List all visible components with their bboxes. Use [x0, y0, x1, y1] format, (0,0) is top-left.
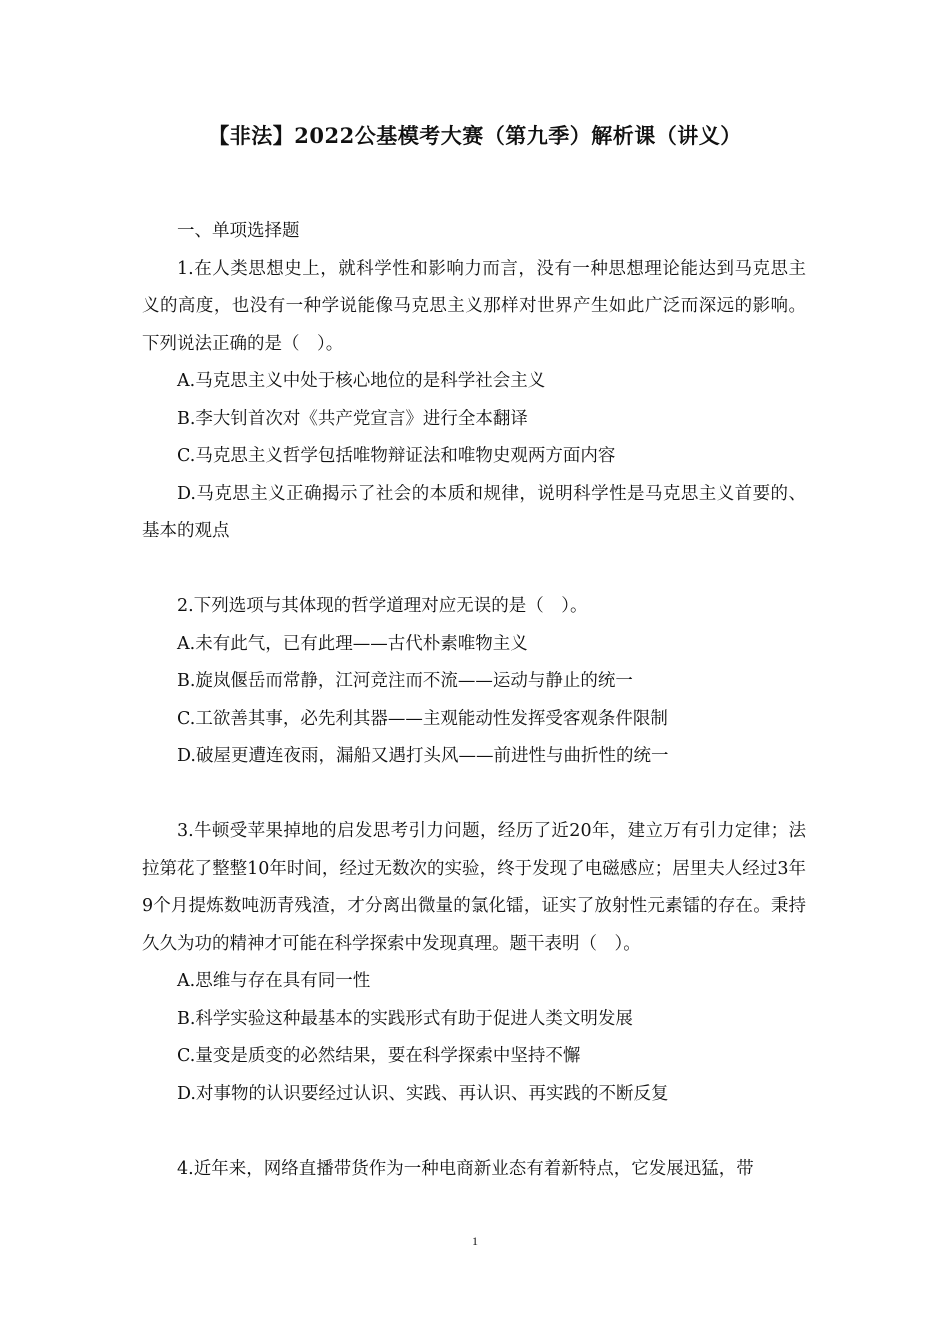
question-2-stem: 2.下列选项与其体现的哲学道理对应无误的是（ ）。: [177, 596, 588, 616]
question-2-option-c: C.工欲善其事，必先利其器——主观能动性发挥受客观条件限制: [177, 708, 668, 729]
question-2-option-a: A.未有此气，已有此理——古代朴素唯物主义: [177, 633, 528, 654]
spacer: [142, 551, 806, 589]
page-title: 【非法】2022公基模考大赛（第九季）解析课（讲义）: [208, 123, 742, 148]
spacer: [142, 776, 806, 814]
question-3-option-a: A.思维与存在具有同一性: [177, 971, 371, 991]
question-1-option-c: C.马克思主义哲学包括唯物辩证法和唯物史观两方面内容: [177, 446, 616, 466]
question-1-option-d: D.马克思主义正确揭示了社会的本质和规律，说明科学性是马克思主义首要的、基本的观点: [142, 483, 806, 541]
question-2-option-d: D.破屋更遭连夜雨，漏船又遇打头风——前进性与曲折性的统一: [177, 746, 669, 766]
question-4-stem: 4.近年来，网络直播带货作为一种电商新业态有着新特点，它发展迅猛，带: [177, 1158, 754, 1179]
question-3-stem: 3.牛顿受苹果掉地的启发思考引力问题，经历了近20年，建立万有引力定律；法拉第花了整整10年时间，经过无数次的实验，终于发现了电磁感应；居里夫人经过3年9个月提炼数吨沥青残渣，才分离出微量的氯化镭，证实了放射性元素镭的存在。秉持久久为功的精神才可能在科学探索中发现真理。题干表明（ ）。: [142, 821, 806, 954]
question-2-option-b: B.旋岚偃岳而常静，江河竞注而不流——运动与静止的统一: [177, 671, 633, 691]
document-body: [142, 213, 806, 1188]
question-3-option-d: D.对事物的认识要经过认识、实践、再认识、再实践的不断反复: [177, 1083, 669, 1104]
question-1-stem: 1.在人类思想史上，就科学性和影响力而言，没有一种思想理论能达到马克思主义的高度，也没有一种学说能像马克思主义那样对世界产生如此广泛而深远的影响。下列说法正确的是（ ）。: [142, 258, 806, 354]
question-3-option-b: B.科学实验这种最基本的实践形式有助于促进人类文明发展: [177, 1008, 633, 1029]
question-1-option-b: B.李大钊首次对《共产党宣言》进行全本翻译: [177, 408, 528, 429]
question-3-option-c: C.量变是质变的必然结果，要在科学探索中坚持不懈: [177, 1046, 581, 1066]
section-heading: 一、单项选择题: [177, 221, 300, 241]
page-number: 1: [472, 1234, 478, 1248]
question-1-option-a: A.马克思主义中处于核心地位的是科学社会主义: [177, 371, 546, 391]
spacer: [142, 1113, 806, 1151]
